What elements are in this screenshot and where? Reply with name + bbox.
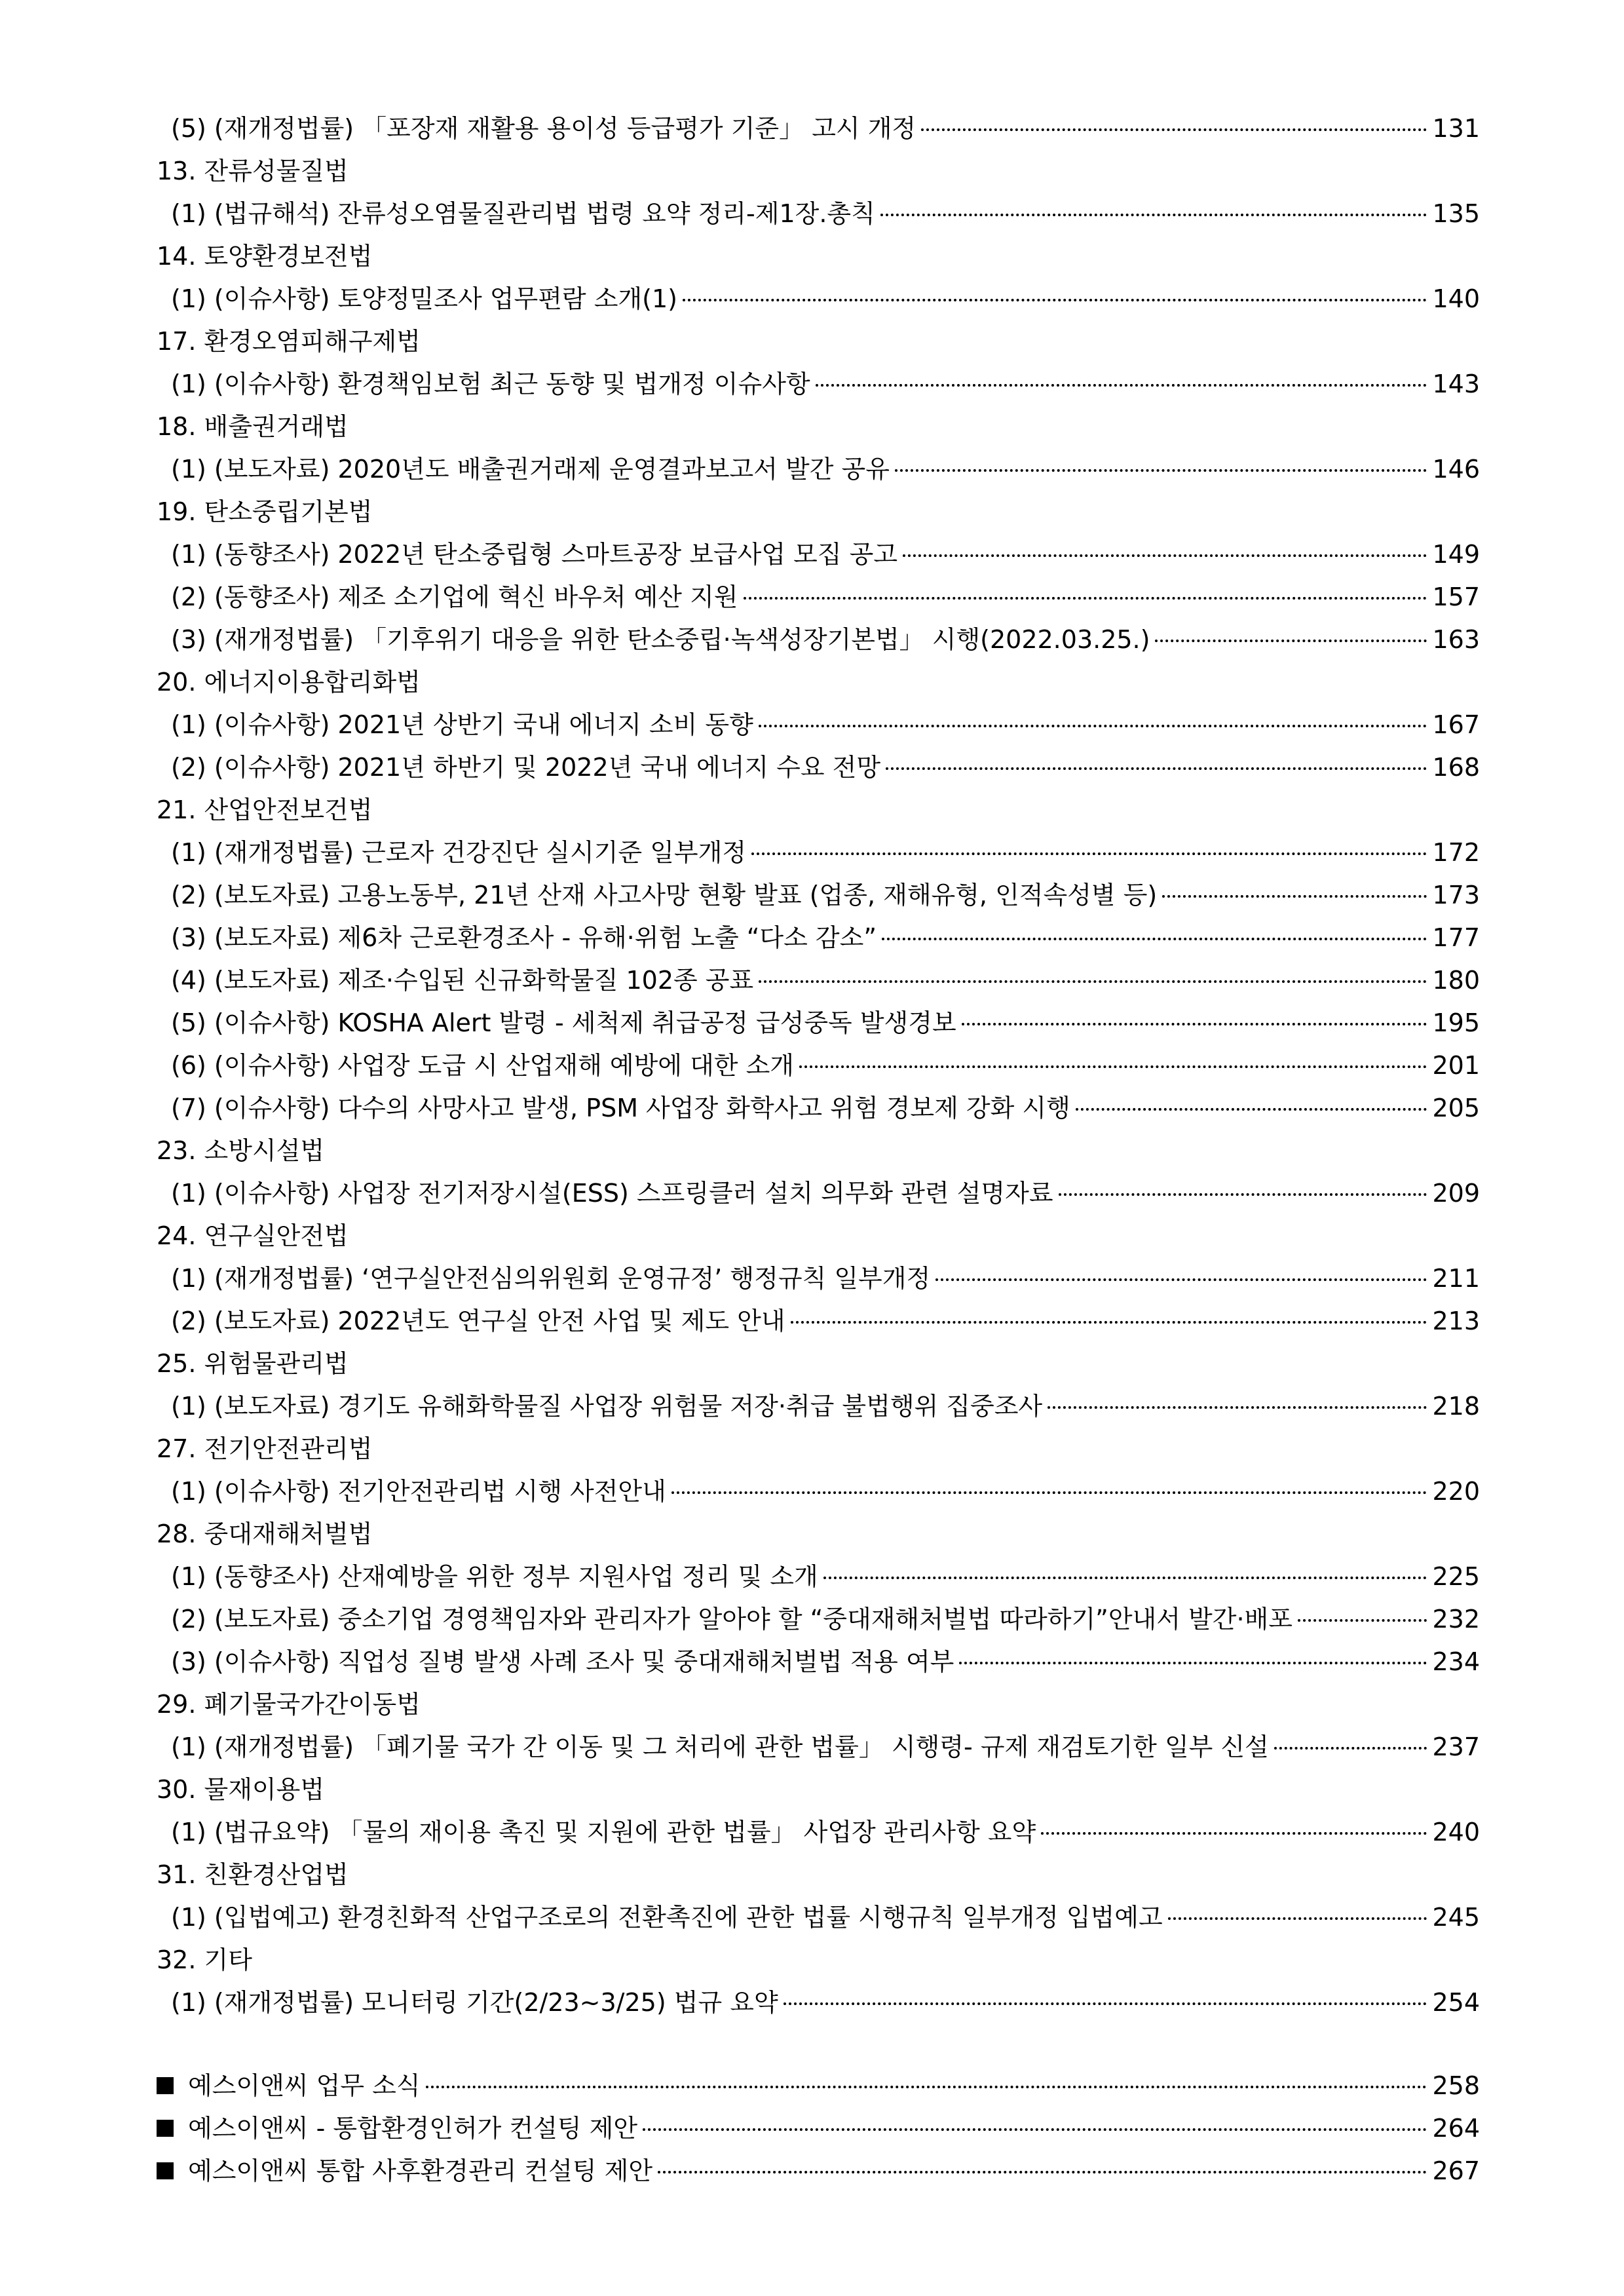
entry-title: (1) (보도자료) 경기도 유해화학물질 사업장 위험물 저장·취급 불법행위 집중조사 [171,1393,1043,1419]
section-title: 27. 전기안전관리법 [157,1436,373,1461]
entry-title: (2) (보도자료) 2022년도 연구실 안전 사업 및 제도 안내 [171,1308,785,1333]
section-title: 14. 토양환경보전법 [157,243,373,269]
toc-entry [157,1470,1480,1512]
entry-title: (1) (재개정법률) 「폐기물 국가 간 이동 및 그 처리에 관한 법률」 시행령- 규제 재검토기한 일부 신설 [171,1734,1269,1759]
dot-leader [882,938,1427,940]
dot-leader [759,980,1427,983]
entry-title: (4) (보도자료) 제조·수입된 신규화학물질 102종 공표 [171,967,754,993]
dot-leader [895,469,1427,472]
dot-leader [1274,1747,1427,1750]
section-title: 21. 산업안전보건법 [157,797,373,822]
toc-section-heading [157,235,1480,277]
dot-leader [962,1023,1427,1025]
toc-entry [157,831,1480,873]
entry-title: (1) (법규해석) 잔류성오염물질관리법 법령 요약 정리-제1장.총칙 [171,201,875,226]
toc-entry [157,1086,1480,1129]
table-of-contents [157,107,1480,2192]
entry-title: (1) (이슈사항) 토양정밀조사 업무편람 소개(1) [171,286,677,311]
entry-title: (1) (이슈사항) 2021년 상반기 국내 에너지 소비 동향 [171,712,753,737]
dot-leader [886,767,1427,770]
dot-leader [903,554,1427,557]
page-number: 143 [1432,369,1480,398]
toc-section-heading [157,1938,1480,1981]
section-title: 17. 환경오염피해구제법 [157,328,421,354]
dot-leader [959,1662,1427,1664]
entry-title: (1) (재개정법률) ‘연구실안전심의위원회 운영규정’ 행정규칙 일부개정 [171,1265,931,1291]
toc-section-heading [157,660,1480,703]
page-number: 149 [1432,539,1480,569]
toc-section-heading [157,1683,1480,1725]
toc-section-heading [157,320,1480,362]
toc-entry [157,873,1480,916]
toc-entry [157,1725,1480,1768]
page-number: 201 [1432,1050,1480,1080]
dot-leader [1168,1917,1427,1920]
section-title: 32. 기타 [157,1947,252,1972]
toc-entry [157,533,1480,575]
entry-title: (6) (이슈사항) 사업장 도급 시 산업재해 예방에 대한 소개 [171,1052,794,1078]
page-number: 140 [1432,284,1480,313]
dot-leader [791,1321,1427,1324]
toc-entry [157,1385,1480,1427]
toc-entry [157,1001,1480,1044]
entry-title: (1) (재개정법률) 근로자 건강진단 실시기준 일부개정 [171,839,747,865]
toc-entry [157,1172,1480,1214]
entry-title: (1) (보도자료) 2020년도 배출권거래제 운영결과보고서 발간 공유 [171,456,890,482]
entry-title: (3) (이슈사항) 직업성 질병 발생 사례 조사 및 중대재해처벌법 적용 여부 [171,1649,954,1674]
toc-section-heading [157,490,1480,533]
page-number: 264 [1432,2113,1480,2143]
toc-entry [157,916,1480,959]
entry-title: (1) (이슈사항) 환경책임보험 최근 동향 및 법개정 이슈사항 [171,371,810,396]
page-number: 245 [1432,1902,1480,1932]
page-number: 267 [1432,2156,1480,2185]
page-number: 254 [1432,1987,1480,2017]
page-number: 168 [1432,752,1480,782]
entry-title: (5) (이슈사항) KOSHA Alert 발령 - 세척제 취급공정 급성중독 발생경보 [171,1010,956,1035]
entry-title: (2) (동향조사) 제조 소기업에 혁신 바우처 예산 지원 [171,584,738,609]
page-number: 131 [1432,113,1480,143]
square-bullet-icon [157,2120,174,2137]
dot-leader [1048,1406,1427,1409]
toc-entry [157,1044,1480,1086]
toc-entry [157,107,1480,149]
toc-section-heading [157,1342,1480,1385]
toc-section-heading [157,405,1480,448]
toc-entry [157,192,1480,235]
page-number: 234 [1432,1647,1480,1676]
dot-leader [1059,1193,1427,1196]
entry-title: 예스이앤씨 업무 소식 [188,2073,421,2098]
section-title: 18. 배출권거래법 [157,413,349,439]
dot-leader [426,2086,1427,2088]
section-title: 25. 위험물관리법 [157,1350,349,1376]
dot-leader [880,214,1427,216]
page-number: 167 [1432,710,1480,739]
dot-leader [671,1491,1427,1494]
page-number: 177 [1432,923,1480,952]
section-title: 20. 에너지이용합리화법 [157,669,421,695]
entry-title: (5) (재개정법률) 「포장재 재활용 용이성 등급평가 기준」 고시 개정 [171,115,916,141]
toc-misc-entry [157,2107,1480,2149]
toc-main-list [157,107,1480,2023]
toc-entry [157,1896,1480,1938]
toc-entry [157,959,1480,1001]
section-title: 31. 친환경산업법 [157,1862,349,1887]
section-title: 24. 연구실안전법 [157,1223,349,1248]
toc-section-heading [157,1853,1480,1896]
entry-title: (1) (동향조사) 2022년 탄소중립형 스마트공장 보급사업 모집 공고 [171,541,898,567]
page-number: 163 [1432,624,1480,654]
dot-leader [935,1278,1427,1281]
dot-leader [1041,1832,1427,1835]
entry-title: (2) (보도자료) 고용노동부, 21년 산재 사고사망 현황 발표 (업종, 재해유형, 인적속성별 등) [171,882,1158,908]
toc-entry [157,362,1480,405]
entry-title: 예스이앤씨 - 통합환경인허가 컨설팅 제안 [188,2115,638,2141]
page-number: 135 [1432,199,1480,228]
entry-title: (3) (보도자료) 제6차 근로환경조사 - 유해·위험 노출 “다소 감소” [171,925,877,950]
toc-entry [157,1555,1480,1598]
dot-leader [759,725,1427,727]
toc-entry [157,1257,1480,1299]
dot-leader [1162,895,1427,898]
dot-leader [658,2171,1427,2173]
square-bullet-icon [157,2162,174,2179]
toc-section-heading [157,1768,1480,1810]
page-number: 240 [1432,1817,1480,1846]
toc-section-heading [157,149,1480,192]
page-number: 157 [1432,582,1480,611]
dot-leader [1298,1619,1427,1622]
dot-leader [1155,640,1427,642]
entry-title: (1) (법규요약) 「물의 재이용 촉진 및 지원에 관한 법률」 사업장 관리사항 요약 [171,1819,1036,1845]
toc-entry [157,448,1480,490]
toc-entry [157,618,1480,660]
toc-entry [157,1299,1480,1342]
toc-section-heading [157,1427,1480,1470]
toc-entry [157,1810,1480,1853]
section-title: 19. 탄소중립기본법 [157,499,373,524]
page-number: 237 [1432,1732,1480,1761]
page-number: 195 [1432,1008,1480,1037]
page-number: 232 [1432,1604,1480,1634]
page-number: 173 [1432,880,1480,909]
entry-title: (2) (보도자료) 중소기업 경영책임자와 관리자가 알아야 할 “중대재해처벌법 따라하기”안내서 발간·배포 [171,1606,1293,1632]
dot-leader [751,852,1427,855]
dot-leader [823,1577,1427,1579]
page-number: 258 [1432,2071,1480,2100]
entry-title: (1) (이슈사항) 사업장 전기저장시설(ESS) 스프링클러 설치 의무화 관련 설명자료 [171,1180,1053,1206]
page-number: 225 [1432,1561,1480,1591]
page-number: 209 [1432,1178,1480,1208]
section-title: 28. 중대재해처벌법 [157,1521,373,1546]
dot-leader [744,597,1427,600]
entry-title: (3) (재개정법률) 「기후위기 대응을 위한 탄소중립·녹색성장기본법」 시행(2022.03.25.) [171,626,1150,652]
section-title: 13. 잔류성물질법 [157,158,349,183]
toc-misc-entry [157,2149,1480,2192]
section-title: 29. 폐기물국가간이동법 [157,1691,421,1717]
toc-section-heading [157,1214,1480,1257]
dot-leader [921,128,1427,131]
page-number: 220 [1432,1476,1480,1506]
page-number: 213 [1432,1306,1480,1335]
entry-title: 예스이앤씨 통합 사후환경관리 컨설팅 제안 [188,2158,653,2183]
entry-title: (7) (이슈사항) 다수의 사망사고 발생, PSM 사업장 화학사고 위험 경보제 강화 시행 [171,1095,1070,1120]
page-number: 205 [1432,1093,1480,1122]
entry-title: (1) (동향조사) 산재예방을 위한 정부 지원사업 정리 및 소개 [171,1563,818,1589]
section-title: 23. 소방시설법 [157,1138,325,1163]
toc-entry [157,1598,1480,1640]
entry-title: (1) (재개정법률) 모니터링 기간(2/23~3/25) 법규 요약 [171,1989,778,2015]
entry-title: (2) (이슈사항) 2021년 하반기 및 2022년 국내 에너지 수요 전망 [171,754,881,780]
page-number: 211 [1432,1263,1480,1293]
section-title: 30. 물재이용법 [157,1776,325,1802]
toc-misc-entry [157,2064,1480,2107]
page-number: 218 [1432,1391,1480,1421]
toc-entry [157,277,1480,320]
dot-leader [799,1065,1427,1068]
toc-section-heading [157,788,1480,831]
entry-title: (1) (입법예고) 환경친화적 산업구조로의 전환촉진에 관한 법률 시행규칙 일부개정 입법예고 [171,1904,1163,1930]
section-gap [157,2023,1480,2064]
toc-section-heading [157,1129,1480,1172]
page-number: 172 [1432,837,1480,867]
toc-entry [157,746,1480,788]
entry-title: (1) (이슈사항) 전기안전관리법 시행 사전안내 [171,1478,666,1504]
toc-section-heading [157,1512,1480,1555]
dot-leader [816,384,1427,387]
dot-leader [643,2128,1427,2131]
toc-entry [157,575,1480,618]
dot-leader [784,2002,1427,2005]
square-bullet-icon [157,2077,174,2094]
dot-leader [1076,1108,1427,1111]
page-number: 180 [1432,965,1480,995]
toc-entry [157,1640,1480,1683]
dot-leader [683,299,1427,301]
toc-entry [157,703,1480,746]
toc-entry [157,1981,1480,2023]
page-number: 146 [1432,454,1480,484]
toc-misc-list [157,2064,1480,2192]
